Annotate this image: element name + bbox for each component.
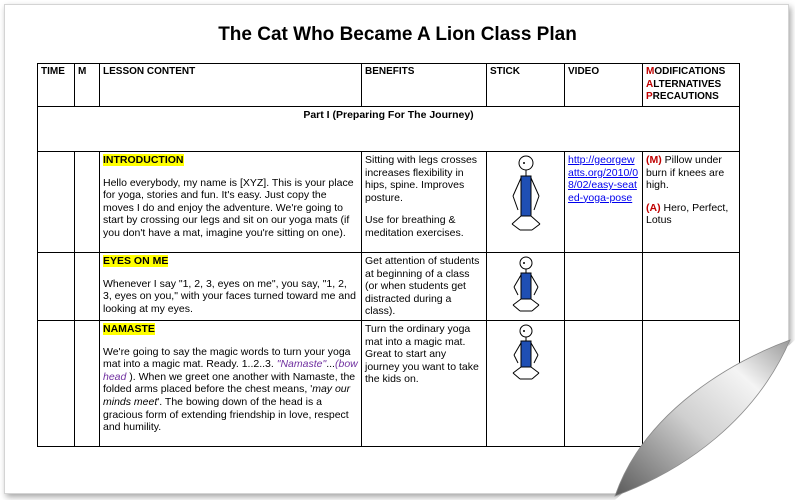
benefits-cell <box>362 253 487 321</box>
part-title: Part I (Preparing For The Journey) <box>38 107 740 152</box>
lesson-text <box>103 346 358 434</box>
m-cell <box>75 152 100 253</box>
page-title: The Cat Who Became A Lion Class Plan <box>218 24 577 45</box>
header-stick: STICK <box>487 64 565 107</box>
lesson-text: Whenever I say "1, 2, 3, eyes on me", you say, "1, 2, 3, eyes on you," with your faces turned toward me and looking at my eyes. <box>103 277 356 315</box>
part-row <box>38 107 740 152</box>
stick-figure-icon <box>504 154 548 246</box>
stick-cell <box>487 253 565 321</box>
lesson-text-part: '. The bowing down of the head is a gracious form of extending friendship in love, respect and humility. <box>103 395 349 434</box>
row-heading: EYES ON ME <box>103 255 169 267</box>
mods-a-rest: LTERNATIVES <box>653 78 722 90</box>
mods-m-label: (M) <box>646 154 662 166</box>
lesson-text-part: ). When we greet one another with Namaste, the folded arms placed before the chest means, ' <box>103 370 356 396</box>
stick-figure-icon <box>504 323 548 385</box>
page-curl-decoration <box>585 300 795 500</box>
stick-cell <box>487 152 565 253</box>
header-benefits: BENEFITS <box>362 64 487 107</box>
table-row <box>38 152 740 253</box>
mods-m-text: Pillow under burn if knees are high. <box>646 154 725 192</box>
mods-p-rest: RECAUTIONS <box>652 91 719 103</box>
mods-p-letter: P <box>646 91 653 103</box>
namaste-sep: ... <box>326 358 335 371</box>
header-time: TIME <box>38 64 75 107</box>
header-row <box>38 64 740 107</box>
row-heading: INTRODUCTION <box>103 154 184 166</box>
benefits-cell <box>362 152 487 253</box>
benefits-text: Turn the ordinary yoga mat into a magic mat. Great to start any journey you want to take the kids on. <box>365 322 479 386</box>
bow-head-text: (bow head <box>103 358 358 383</box>
stick-cell <box>487 320 565 446</box>
mods-a-text: Hero, Perfect, Lotus <box>646 201 729 227</box>
header-video: VIDEO <box>565 64 643 107</box>
video-link[interactable]: http://georgewatts.org/2010/08/02/easy-seated-yoga-pose <box>568 154 639 204</box>
benefits-text: Sitting with legs crosses increases flexibility in hips, spine. Improves posture. <box>365 154 478 204</box>
video-cell <box>565 152 643 253</box>
row-heading: NAMASTE <box>103 322 155 335</box>
mods-cell <box>643 152 740 253</box>
lesson-cell <box>100 320 362 446</box>
mods-m-letter: M <box>646 66 655 77</box>
header-mods <box>643 64 740 107</box>
benefits-text: Get attention of students at beginning of a class (or when students get distracted during a class). <box>365 255 480 318</box>
header-lesson-content: LESSON CONTENT <box>100 64 362 107</box>
mods-a-letter: A <box>646 78 654 90</box>
benefits-text: Use for breathing & meditation exercises. <box>365 214 464 239</box>
mods-m-rest: ODIFICATIONS <box>654 66 726 77</box>
stick-figure-icon <box>504 255 548 317</box>
lesson-text-part: We're going to say the magic words to turn your yoga mat into a magic mat. Ready. 1..2..3. <box>103 345 351 371</box>
benefits-cell <box>362 320 487 446</box>
minds-meet-text: may our minds meet <box>103 383 351 408</box>
m-cell <box>75 253 100 321</box>
header-m: M <box>75 64 100 107</box>
lesson-text: Hello everybody, my name is [XYZ]. This is your place for yoga, stories and fun. It's easy. Just copy the moves I do and enjoy the adventure. We're going to start by crossing our legs and sit on our yoga mats (if you don't have a mat, imagine you're sitting on one). <box>103 176 354 239</box>
lesson-cell <box>100 253 362 321</box>
m-cell <box>75 320 100 446</box>
mods-a-label: (A) <box>646 201 661 214</box>
time-cell <box>38 152 75 253</box>
namaste-word: "Namaste" <box>276 358 327 371</box>
time-cell <box>38 253 75 321</box>
lesson-cell <box>100 152 362 253</box>
time-cell <box>38 320 75 446</box>
